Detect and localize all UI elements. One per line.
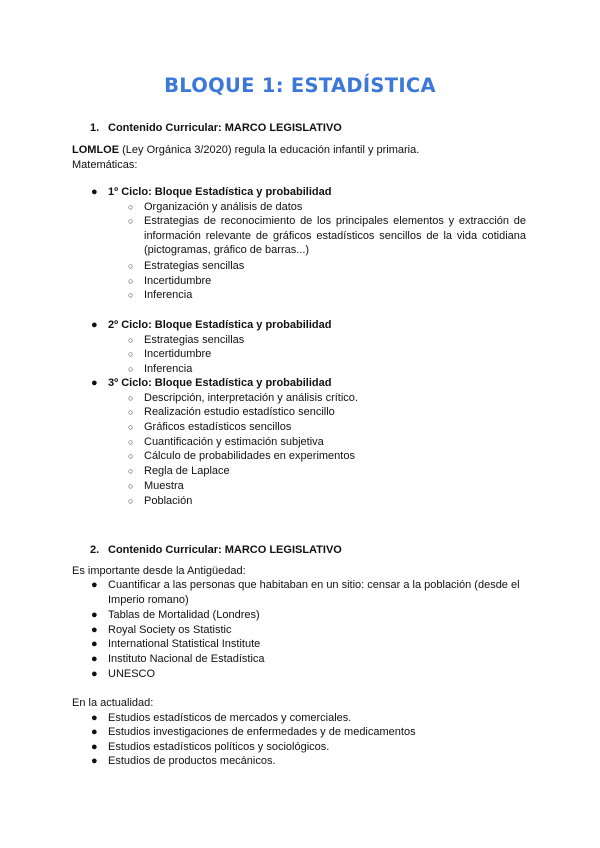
list-item-text: Incertidumbre	[144, 348, 212, 360]
bullet-icon: ●	[91, 319, 98, 331]
list-item-text: Descripción, interpretación y análisis crítico.	[144, 392, 358, 404]
bullet-icon: ●	[91, 624, 98, 636]
list-item-text: Organización y análisis de datos	[144, 201, 303, 213]
bullet-icon: ●	[91, 609, 98, 621]
bullet-icon: ●	[91, 579, 98, 591]
circle-bullet-icon: ○	[128, 335, 134, 345]
list-item-text: Incertidumbre	[144, 275, 212, 287]
circle-bullet-icon: ○	[128, 393, 134, 403]
list-item-text: Instituto Nacional de Estadística	[108, 653, 265, 665]
circle-bullet-icon: ○	[128, 451, 134, 461]
cycle-1-label: 1º Ciclo: Bloque Estadística y probabilidad	[108, 186, 332, 198]
list-item-text: International Statistical Institute	[108, 638, 261, 650]
section-1-heading	[90, 122, 342, 134]
current-intro: En la actualidad:	[72, 697, 154, 709]
list-item-text: Cálculo de probabilidades en experimentos	[144, 450, 355, 462]
bullet-icon: ●	[91, 377, 98, 389]
list-item-text: Cuantificar a las personas que habitaban en un sitio: censar a la población (desde el Imperio romano)	[108, 579, 520, 606]
cycle-3-label: 3º Ciclo: Bloque Estadística y probabilidad	[108, 377, 332, 389]
bullet-icon: ●	[91, 668, 98, 680]
lomloe-label: LOMLOE	[72, 144, 120, 156]
list-item-text: Inferencia	[144, 289, 193, 301]
list-item-text: Estrategias sencillas	[144, 334, 245, 346]
list-item-text: Estrategias de reconocimiento de los principales elementos y extracción de información relevante de gráficos estadísticos sencillos de la vida cotidiana (pictogramas, gráfico de barras...)	[144, 215, 526, 257]
bullet-icon: ●	[91, 186, 98, 198]
section-1-title: Contenido Curricular: MARCO LEGISLATIVO	[108, 122, 342, 134]
circle-bullet-icon: ○	[128, 290, 134, 300]
list-item-text: Estudios estadísticos de mercados y comerciales.	[108, 712, 352, 724]
section-2-number: 2.	[90, 544, 100, 556]
bullet-icon: ●	[91, 741, 98, 753]
section-1-intro	[72, 143, 419, 172]
circle-bullet-icon: ○	[128, 466, 134, 476]
section-2-title: Contenido Curricular: MARCO LEGISLATIVO	[108, 544, 342, 556]
antiquity-intro: Es importante desde la Antigüedad:	[72, 565, 246, 577]
bullet-icon: ●	[91, 755, 98, 767]
section-2-heading	[90, 544, 342, 556]
list-item-text: Regla de Laplace	[144, 465, 230, 477]
circle-bullet-icon: ○	[128, 261, 134, 271]
list-item-text: Royal Society os Statistic	[108, 624, 232, 636]
circle-bullet-icon: ○	[128, 437, 134, 447]
list-item-text: Estrategias sencillas	[144, 260, 245, 272]
intro-text: (Ley Orgánica 3/2020) regula la educación infantil y primaria.	[119, 144, 420, 156]
list-item-text: Estudios de productos mecánicos.	[108, 755, 276, 767]
list-item-text: Inferencia	[144, 363, 193, 375]
list-item-text: Estudios estadísticos políticos y sociológicos.	[108, 741, 330, 753]
circle-bullet-icon: ○	[128, 202, 134, 212]
list-item-text: Estudios investigaciones de enfermedades y de medicamentos	[108, 726, 416, 738]
list-item-text: Muestra	[144, 480, 184, 492]
circle-bullet-icon: ○	[128, 422, 134, 432]
page-title: BLOQUE 1: ESTADÍSTICA	[164, 74, 436, 97]
bullet-icon: ●	[91, 653, 98, 665]
circle-bullet-icon: ○	[128, 216, 134, 226]
section-1-number: 1.	[90, 122, 100, 134]
circle-bullet-icon: ○	[128, 276, 134, 286]
cycle-2-label: 2º Ciclo: Bloque Estadística y probabilidad	[108, 319, 332, 331]
list-item-text: Población	[144, 495, 193, 507]
circle-bullet-icon: ○	[128, 364, 134, 374]
bullet-icon: ●	[91, 726, 98, 738]
list-item-text: Cuantificación y estimación subjetiva	[144, 436, 324, 448]
list-item-text: Realización estudio estadístico sencillo	[144, 406, 335, 418]
circle-bullet-icon: ○	[128, 349, 134, 359]
circle-bullet-icon: ○	[128, 481, 134, 491]
bullet-icon: ●	[91, 712, 98, 724]
list-item-text: Gráficos estadísticos sencillos	[144, 421, 292, 433]
circle-bullet-icon: ○	[128, 496, 134, 506]
list-item-text: UNESCO	[108, 668, 156, 680]
circle-bullet-icon: ○	[128, 407, 134, 417]
list-item-text: Tablas de Mortalidad (Londres)	[108, 609, 260, 621]
bullet-icon: ●	[91, 638, 98, 650]
intro-line-2: Matemáticas:	[72, 158, 138, 171]
